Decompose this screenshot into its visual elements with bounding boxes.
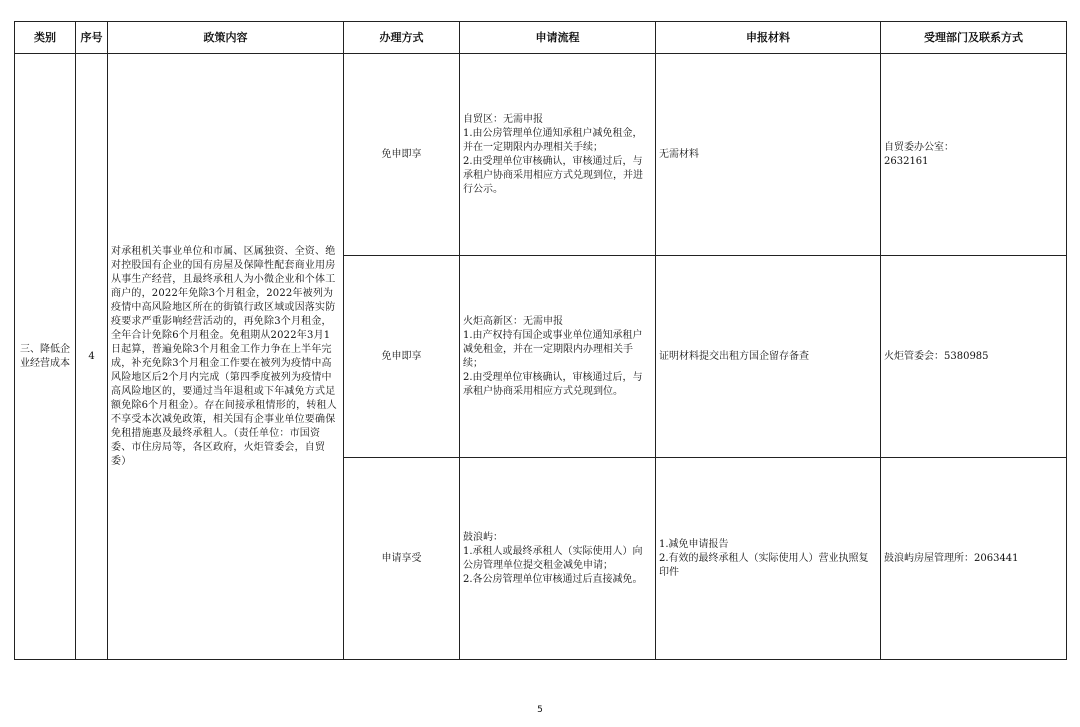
method-cell: 申请享受 [344,458,460,660]
header-method: 办理方式 [344,22,460,54]
materials-cell: 证明材料提交出租方国企留存备查 [656,256,881,458]
header-department: 受理部门及联系方式 [881,22,1067,54]
header-row [15,22,1067,54]
header-materials: 申报材料 [656,22,881,54]
materials-cell: 1.减免申请报告 2.有效的最终承租人（实际使用人）营业执照复印件 [656,458,881,660]
category-cell: 三、降低企业经营成本 [15,54,76,660]
method-cell: 免申即享 [344,54,460,256]
policy-table [14,21,1067,660]
department-cell: 自贸委办公室： 2632161 [881,54,1067,256]
number-cell: 4 [76,54,108,660]
process-cell: 鼓浪屿： 1.承租人或最终承租人（实际使用人）向公房管理单位提交租金减免申请； 2.各公房管理单位审核通过后直接减免。 [460,458,656,660]
header-process: 申请流程 [460,22,656,54]
header-policy-content: 政策内容 [108,22,344,54]
process-cell: 自贸区：无需申报 1.由公房管理单位通知承租户减免租金，并在一定期限内办理相关手续； 2.由受理单位审核确认，审核通过后，与承租户协商采用相应方式兑现到位，并进行公示。 [460,54,656,256]
policy-content-cell: 对承租机关事业单位和市属、区属独资、全资、绝对控股国有企业的国有房屋及保障性配套商业用房从事生产经营，且最终承租人为小微企业和个体工商户的，2022年免除3个月租金，2022年被列为疫情中高风险地区所在的街镇行政区域或因落实防疫要求严重影响经营活动的，再免除3个月租金，全年合计免除6个月租金。免租期从2022年3月1日起算，普遍免除3个月租金工作力争在上半年完成，补充免除3个月租金工作要在被列为疫情中高风险地区后2个月内完成（第四季度被列为疫情中高风险地区的，要通过当年退租或下年减免方式足额免除6个月租金）。存在间接承租情形的，转租人不享受本次减免政策，相关国有企事业单位要确保免租措施惠及最终承租人。（责任单位：市国资委、市住房局等，各区政府，火炬管委会，自贸委） [108,54,344,660]
page-number: 5 [537,705,543,715]
table-row [15,54,1067,256]
department-cell: 火炬管委会：5380985 [881,256,1067,458]
method-cell: 免申即享 [344,256,460,458]
department-cell: 鼓浪屿房屋管理所：2063441 [881,458,1067,660]
materials-cell: 无需材料 [656,54,881,256]
header-number: 序号 [76,22,108,54]
process-cell: 火炬高新区：无需申报 1.由产权持有国企或事业单位通知承租户减免租金，并在一定期限内办理相关手续； 2.由受理单位审核确认，审核通过后，与承租户协商采用相应方式兑现到位。 [460,256,656,458]
header-category: 类别 [15,22,76,54]
